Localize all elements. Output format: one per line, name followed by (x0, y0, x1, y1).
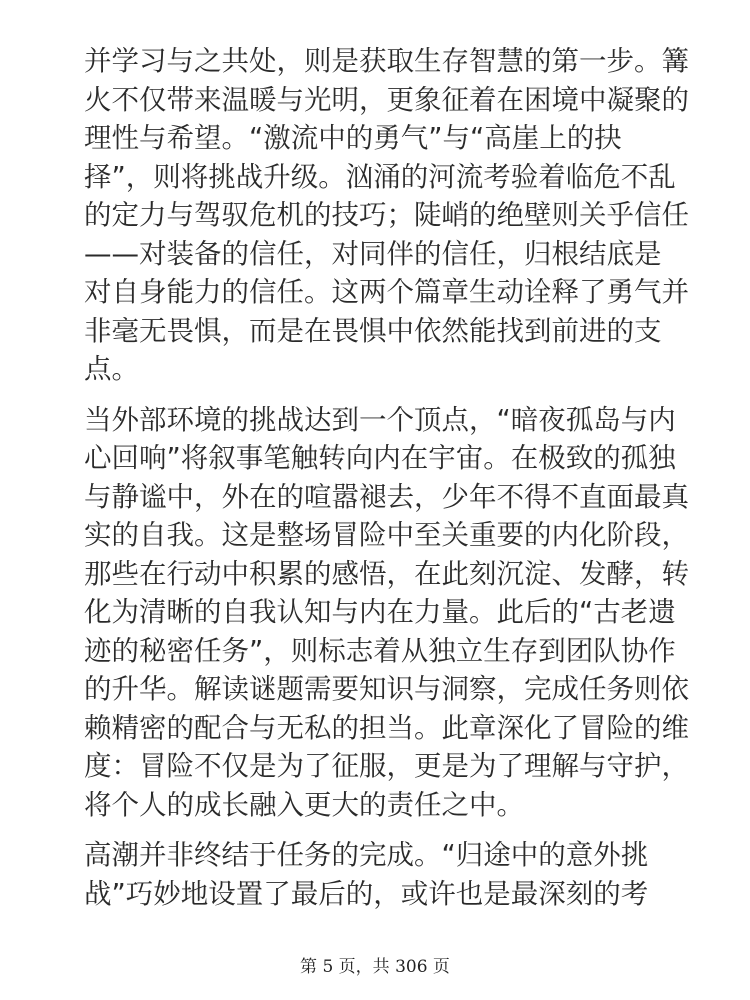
text-line: 度：冒险不仅是为了征服，更是为了理解与守护， (84, 750, 689, 782)
text-line: 的定力与驾驭危机的技巧；陡峭的绝壁则关乎信任 (84, 199, 689, 231)
paragraph (84, 836, 704, 913)
text-line: 赖精密的配合与无私的担当。此章深化了冒险的维 (84, 711, 689, 744)
text-line: 心回响”将叙事笔触转向内在宇宙。在极致的孤独 (84, 442, 676, 474)
text-line: 迹的秘密任务”，则标志着从独立生存到团队协作 (84, 634, 676, 667)
text-line: 火不仅带来温暖与光明，更象征着在困境中凝聚的 (84, 83, 689, 116)
text-line: 化为清晰的自我认知与内在力量。此后的“古老遗 (84, 596, 676, 628)
paragraph (84, 401, 704, 825)
text-line: 非毫无畏惧，而是在畏惧中依然能找到前进的支 (84, 314, 662, 347)
text-line: 那些在行动中积累的感悟，在此刻沉淀、发酵，转 (84, 557, 689, 590)
text-line: 当外部环境的挑战达到一个顶点，“暗夜孤岛与内 (84, 403, 676, 436)
text-line: 对自身能力的信任。这两个篇章生动诠释了勇气并 (84, 276, 689, 308)
text-line: 的升华。解读谜题需要知识与洞察，完成任务则依 (84, 673, 689, 705)
body-text (84, 42, 704, 925)
text-line: 并学习与之共处，则是获取生存智慧的第一步。篝 (84, 45, 689, 77)
text-line: 将个人的成长融入更大的责任之中。 (84, 788, 524, 821)
text-line: 实的自我。这是整场冒险中至关重要的内化阶段， (84, 519, 689, 551)
text-line: 战”巧妙地设置了最后的，或许也是最深刻的考 (84, 877, 649, 910)
text-line: 择”，则将挑战升级。汹涌的河流考验着临危不乱 (84, 160, 676, 193)
text-line: 高潮并非终结于任务的完成。“归途中的意外挑 (84, 839, 649, 871)
page-footer: 第 5 页，共 306 页 (300, 957, 450, 977)
text-line: ——对装备的信任，对同伴的信任，归根结底是 (84, 237, 662, 270)
text-line: 点。 (84, 353, 139, 385)
text-line: 理性与希望。“激流中的勇气”与“高崖上的抉 (84, 122, 622, 154)
paragraph (84, 42, 704, 389)
text-line: 与静谧中，外在的喧嚣褪去，少年不得不直面最真 (84, 480, 689, 513)
